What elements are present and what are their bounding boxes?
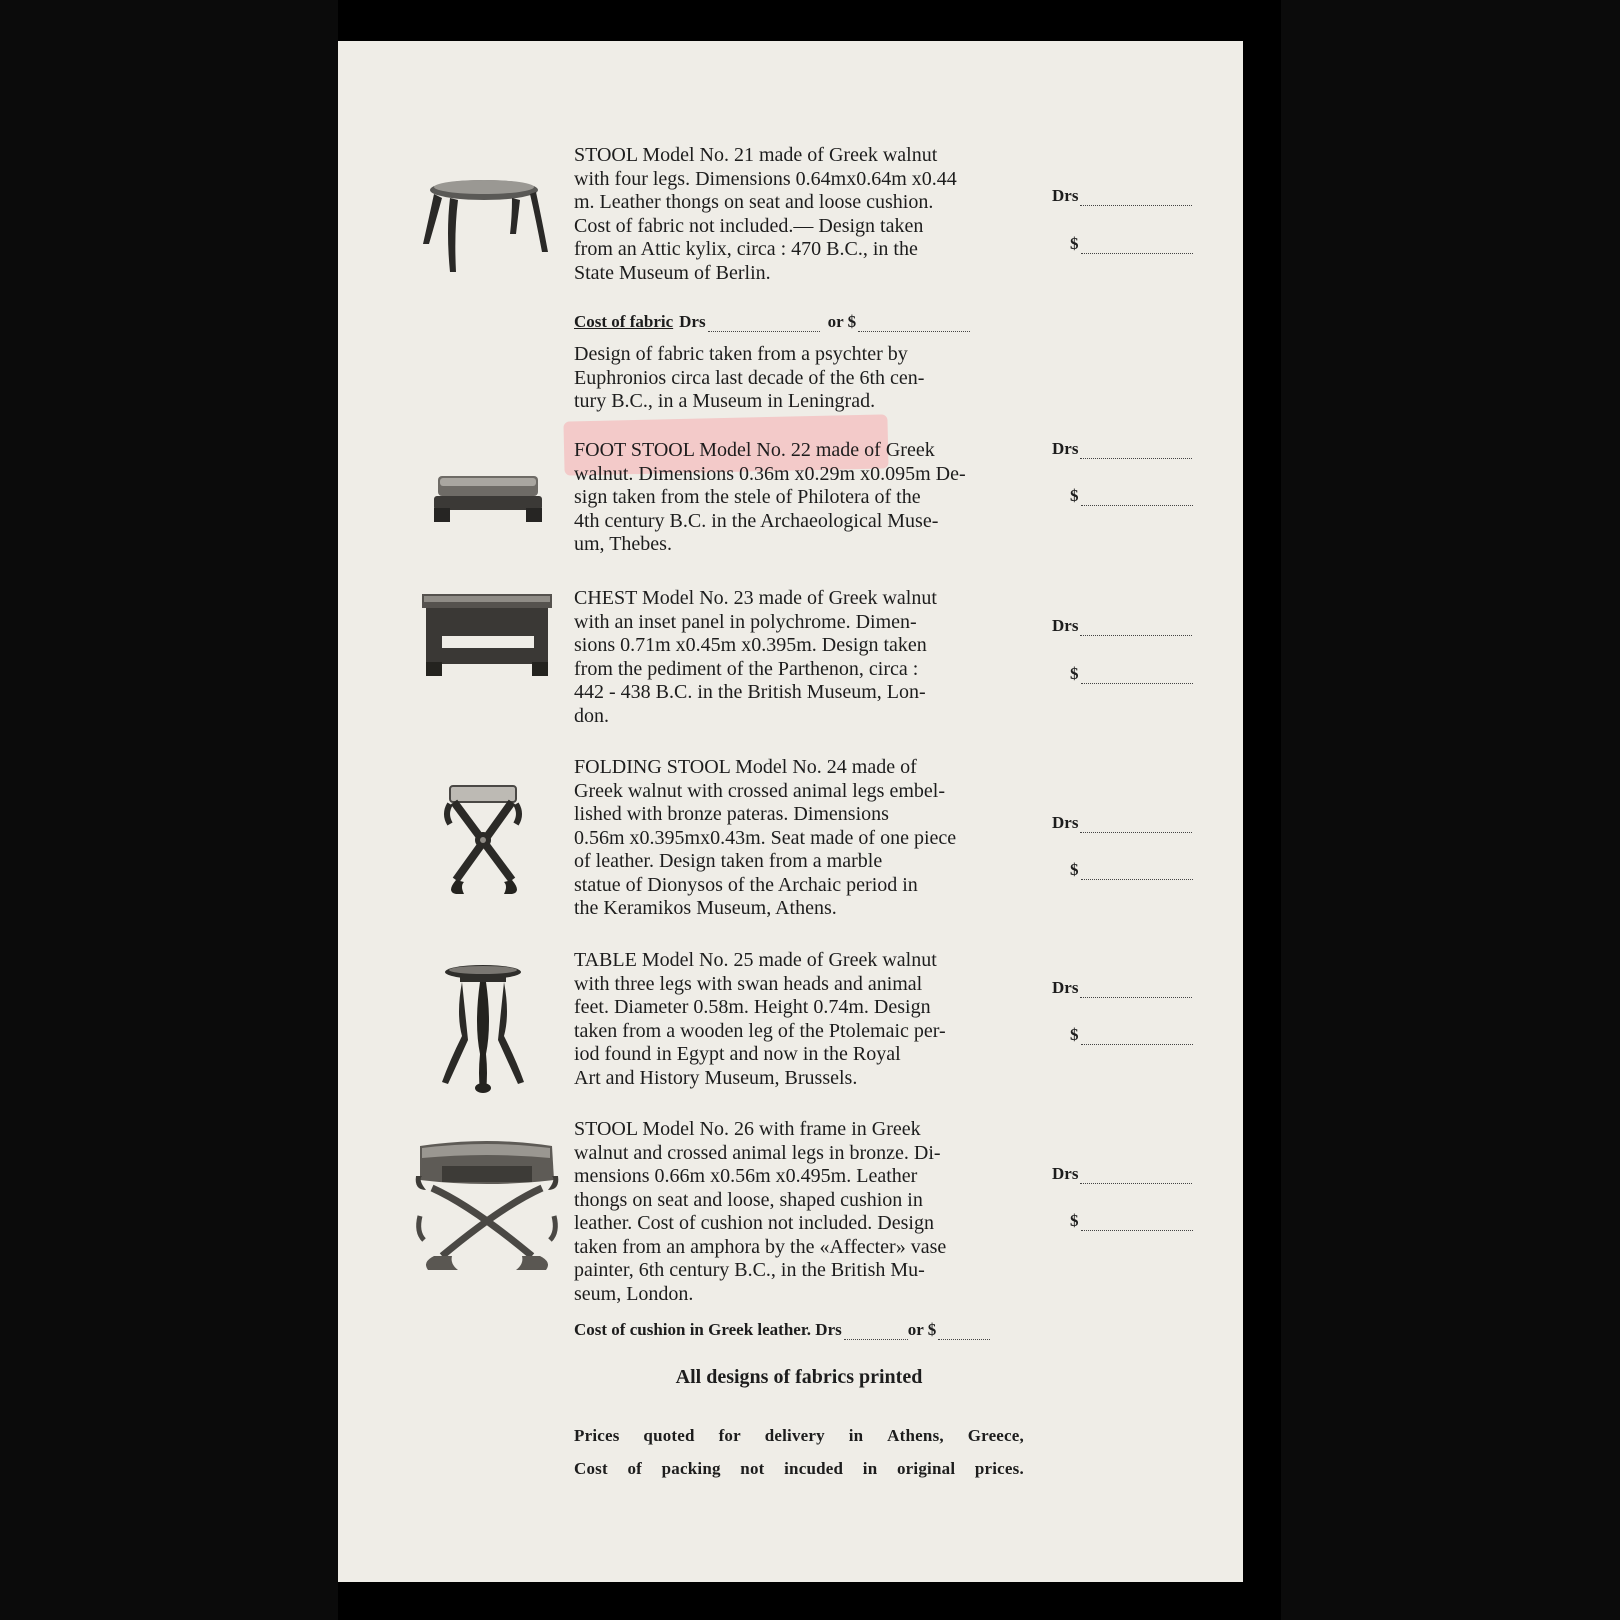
desc-line: from an Attic kylix, circa : 470 B.C., in the <box>574 238 918 260</box>
item-description-stool-21 <box>574 144 1024 285</box>
usd-price-field[interactable]: $ <box>1070 664 1193 684</box>
usd-price-field[interactable]: $ <box>1070 234 1193 254</box>
item-description-foot-stool-22: FOOT STOOL Model No. 22 made of Greek walnut. Dimensions 0.36m x0.29m x0.095m De- sign taken from the stele of Philotera of the 4th century B.C. in the Archaeological Muse- um, Thebes. <box>574 439 966 555</box>
item-description-folding-stool-24: FOLDING STOOL Model No. 24 made of Greek walnut with crossed animal legs embel- lished with bronze pateras. Dimensions 0.56m x0.395mx0.43m. Seat made of one piece of leather. Design taken from a marble statue of Dionysos of the Archaic period in the Keramikos Museum, Athens. <box>574 756 957 919</box>
drs-price-field[interactable]: Drs <box>1052 1164 1192 1184</box>
stool-21-image <box>420 172 550 277</box>
desc-line: m. Leather thongs on seat and loose cushion. <box>574 191 934 213</box>
background-right <box>1281 0 1620 1620</box>
desc-line: STOOL Model No. 21 made of Greek walnut <box>574 144 938 166</box>
fabric-cost-label: Cost of fabric <box>574 312 674 331</box>
usd-price-field[interactable]: $ <box>1070 1211 1193 1231</box>
item-description-chest-23: CHEST Model No. 23 made of Greek walnut with an inset panel in polychrome. Dimen- sions 0.71m x0.45m x0.395m. Design taken from the pediment of the Parthenon, circa : 442 - 438 B.C. in the British Museum, Lon- don. <box>574 587 937 727</box>
fabric-cost-line[interactable]: Cost of fabric Drs or $ <box>574 312 970 332</box>
drs-price-field[interactable]: Drs <box>1052 978 1192 998</box>
footer-line-1: Prices quoted for delivery in Athens, Greece, <box>574 1426 1024 1445</box>
drs-price-field[interactable]: Drs <box>1052 439 1192 459</box>
stool-26-image <box>412 1136 562 1272</box>
cushion-cost-label: Cost of cushion in Greek leather. Drs <box>574 1320 842 1339</box>
chest-23-image <box>420 592 556 678</box>
fabrics-note: All designs of fabrics printed <box>675 1366 923 1388</box>
usd-price-field[interactable]: $ <box>1070 860 1193 880</box>
foot-stool-22-image <box>432 472 544 524</box>
usd-price-field[interactable]: $ <box>1070 1025 1193 1045</box>
drs-price-field[interactable]: Drs <box>1052 813 1192 833</box>
desc-line: with four legs. Dimensions 0.64mx0.64m x0.44 <box>574 167 957 190</box>
fabric-description: Design of fabric taken from a psychter by Euphronios circa last decade of the 6th cen- tury B.C., in a Museum in Leningrad. <box>574 343 925 412</box>
background-left <box>0 0 338 1620</box>
drs-price-field[interactable]: Drs <box>1052 186 1192 206</box>
drs-price-field[interactable]: Drs <box>1052 616 1192 636</box>
desc-line: State Museum of Berlin. <box>574 261 771 284</box>
desc-line: Cost of fabric not included.— Design taken <box>574 214 924 237</box>
cushion-cost-line[interactable]: Cost of cushion in Greek leather. Drs or $ <box>574 1320 990 1340</box>
item-description-table-25: TABLE Model No. 25 made of Greek walnut with three legs with swan heads and animal feet. Diameter 0.58m. Height 0.74m. Design taken from a wooden leg of the Ptolemaic per- iod found in Egypt and now in the Royal Art and History Museum, Brussels. <box>574 949 946 1089</box>
usd-price-field[interactable]: $ <box>1070 486 1193 506</box>
item-description-stool-26: STOOL Model No. 26 with frame in Greek walnut and crossed animal legs in bronze. Di- mensions 0.66m x0.56m x0.495m. Leather thongs on seat and loose, shaped cushion in leather. Cost of cushion not included. Design taken from an amphora by the «Affecter» vase painter, 6th century B.C., in the British Mu- seum, London. <box>574 1118 947 1305</box>
footer-line-2: Cost of packing not incuded in original prices. <box>574 1459 1024 1478</box>
folding-stool-24-image <box>442 784 526 896</box>
table-25-image <box>440 964 526 1094</box>
